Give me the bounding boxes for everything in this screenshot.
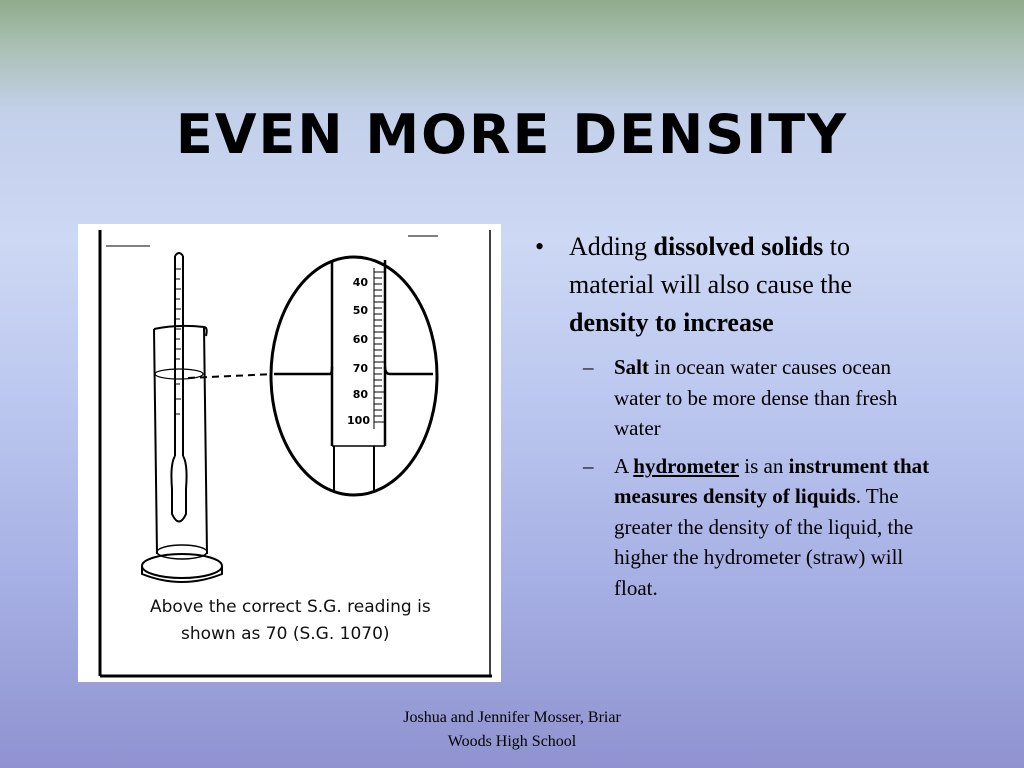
sub1-bold-1: Salt: [614, 355, 650, 379]
sub1-text-1: in ocean water causes ocean water to be more dense than fresh water: [614, 355, 898, 440]
sub2-text-3: . The greater the density of the liquid, the higher the hydrometer (straw) will float.: [614, 484, 914, 600]
figure-caption-line2: shown as 70 (S.G. 1070): [181, 624, 390, 644]
sub2-bold-2: instrument that measures density of liquids: [614, 453, 930, 508]
scale-label-80: 80: [352, 388, 368, 401]
cylinder-left-wall: [154, 329, 157, 554]
cylinder-base-ellipse: [142, 554, 222, 578]
bullet1-bold-1: dissolved solids: [653, 232, 824, 261]
scale-label-50: 50: [352, 304, 368, 317]
bullet-list: [531, 228, 936, 610]
slide-title: EVEN MORE DENSITY: [175, 103, 849, 166]
bullet-marker: •: [535, 232, 545, 261]
slide-footer: [362, 706, 662, 754]
footer-line2: Woods High School: [447, 733, 577, 750]
sub2-bold-hydrometer: hydrometer: [633, 453, 740, 478]
bullet1-text-2: to material will also cause the: [569, 232, 853, 299]
scale-label-100: 100: [347, 414, 370, 427]
bullet1-text-1: Adding: [569, 232, 654, 261]
cylinder-spout: [154, 326, 207, 336]
scale-label-70: 70: [352, 362, 368, 375]
footer-line1: Joshua and Jennifer Mosser, Briar: [403, 709, 621, 726]
sub-bullet-salt: [531, 352, 936, 444]
hydrometer-diagram: [78, 224, 501, 682]
sub-bullet-hydrometer: [531, 451, 936, 604]
magnified-view: [271, 257, 437, 495]
figure-caption-line1: Above the correct S.G. reading is: [150, 597, 431, 617]
hydrometer-bulb: [171, 456, 186, 522]
sub2-text-1: A: [614, 453, 634, 478]
sub2-text-2: is an: [739, 453, 789, 478]
scale-label-40: 40: [352, 276, 368, 289]
cylinder-right-wall: [204, 327, 207, 554]
scale-label-60: 60: [352, 333, 368, 346]
bullet-dissolved-solids: [531, 228, 936, 342]
dash-marker: –: [583, 453, 594, 478]
hydrometer-figure: [78, 224, 501, 682]
liquid-surface: [155, 369, 203, 379]
bullet1-bold-2: density to increase: [569, 308, 774, 337]
dash-marker: –: [583, 355, 594, 379]
